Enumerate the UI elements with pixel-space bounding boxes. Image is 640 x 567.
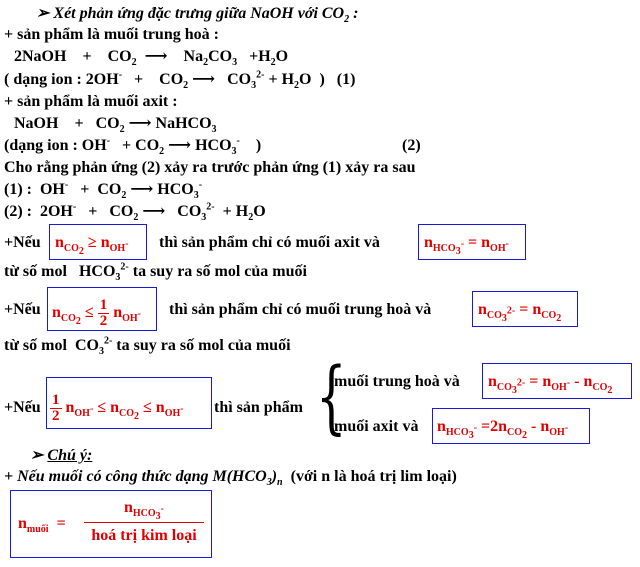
arrow-bullet-icon: ➢ (30, 447, 44, 464)
equation-2-molecular: NaOH + $CO_2$ ⟶ NaHCO$_3$ (14, 115, 217, 136)
brace-icon: { (316, 350, 347, 443)
equation-1-molecular: 2NaOH + $CO_2$ ⟶ $Na_2CO_3 +H_2O$ (14, 48, 289, 69)
arrow-bullet-icon: ➢ (36, 5, 50, 22)
formula-denominator: hoá trị kim loại (91, 527, 197, 544)
condition-2: $n_{CO_2}$ ≤ $\frac{1}{2}$ $n_{OH^-}$ (52, 297, 141, 329)
note-text: + Nếu muối có công thức dạng $M(HCO_3)_n$ (với n là hoá trị lim loại) (4, 468, 457, 489)
heading-text: Xét phản ứng đặc trưng giữa NaOH với CO (53, 5, 345, 22)
from-mol-2: từ số mol $CO_3^{2-}$ ta suy ra số mol của muối (4, 335, 291, 358)
option-neutral-salt: muối trung hoà và (334, 373, 460, 390)
result-1: $n_{HCO_3^-} = n_{OH^-}$ (424, 234, 509, 258)
if-3-label: +Nếu (4, 399, 41, 416)
result-3a: $n_{CO_3^{2-}} = n_{OH^-} - n_{CO_2}$ (488, 373, 613, 397)
formula-numerator: $n_{HCO_3^-}$ (123, 499, 165, 523)
equation-2-ionic: (dạng ion : $OH^- + CO_2$ ⟶ $HCO_3^-$ ) (2) (4, 135, 421, 158)
if-2-label: +Nếu (4, 301, 41, 318)
reaction-2: (2) : $2OH^- + CO_2$ ⟶ $CO_3^{2-} + H_2O$ (4, 201, 266, 224)
condition-1: $n_{CO_2} \ge n_{OH^-}$ (55, 234, 129, 258)
case-acid-salt: + sản phẩm là muối axit : (4, 93, 178, 110)
reaction-1: (1) : $OH^- + CO_2$ ⟶ $HCO_3^-$ (4, 179, 203, 202)
if-3-text: thì sản phẩm (214, 399, 303, 416)
formula-lhs: $n_{muối}$ = (18, 515, 66, 536)
result-3b: $n_{HCO_3^-} =2n_{CO_2} - n_{OH^-}$ (437, 418, 569, 442)
fraction-bar (84, 522, 204, 523)
result-2: $n_{CO_3^{2-}} = n_{CO_2}$ (478, 301, 562, 325)
case-neutral-salt: + sản phẩm là muối trung hoà : (4, 26, 219, 43)
if-2-text: thì sản phẩm chỉ có muối trung hoà và (169, 301, 432, 318)
note-title: ➢ Chú ý: (30, 447, 93, 464)
equation-1-ionic: ( dạng ion : 2OH- + $CO_2$ ⟶ $CO_3^{2-} + H_2O$ ) (1) (4, 69, 356, 92)
if-1-text: thì sản phẩm chỉ có muối axit và (159, 234, 380, 251)
section-heading: ➢ Xét phản ứng đặc trưng giữa NaOH với $CO_2$ : (36, 5, 359, 26)
condition-3: $\frac{1}{2}$ $n_{OH^-} \le n_{CO_2} \le n_{OH^-}$ (52, 392, 184, 424)
option-acid-salt: muối axit và (334, 418, 419, 435)
if-1-label: +Nếu (4, 234, 41, 251)
assumption-text: Cho rằng phản ứng (2) xảy ra trước phản ứng (1) xảy ra sau (4, 159, 416, 176)
from-mol-1: từ số mol $HCO_3^{2-}$ ta suy ra số mol của muối (4, 261, 307, 284)
